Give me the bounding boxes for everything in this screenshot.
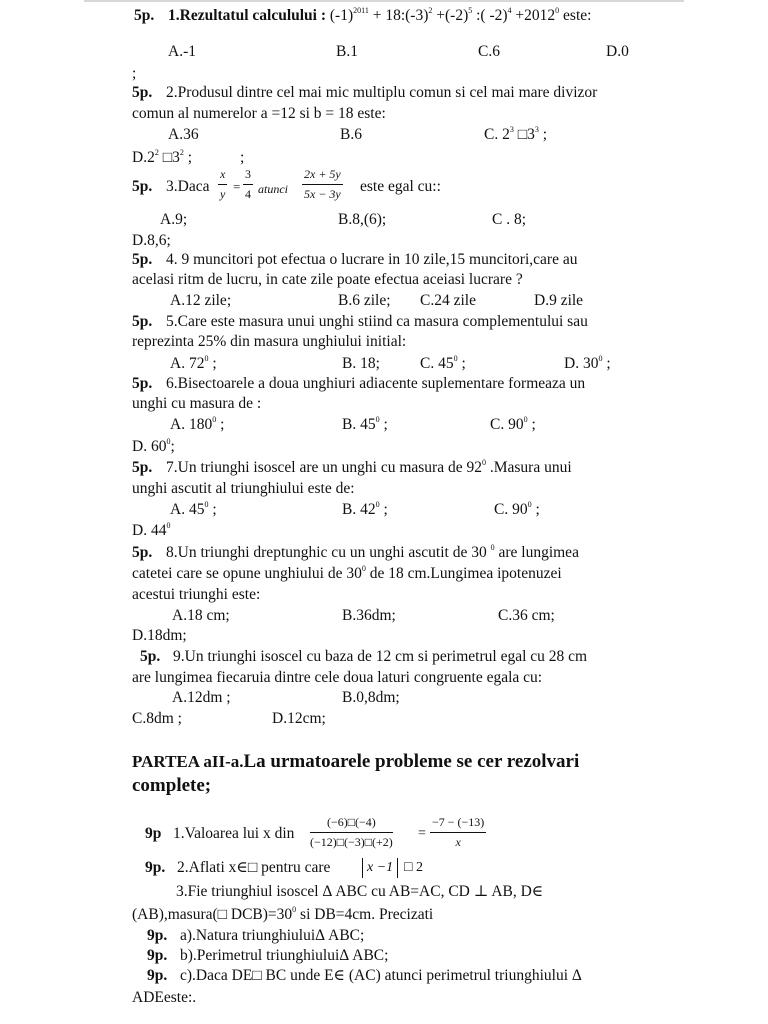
points-label: 9p.: [147, 947, 168, 964]
separator: ;: [132, 65, 137, 82]
fraction-right-side: $\frac{-7 - (-13)}{x}$: [432, 815, 485, 849]
points-label: 5p.: [132, 375, 153, 392]
points-label: 5p.: [134, 7, 155, 24]
question-8-line-3: acestui triunghi este:: [132, 586, 261, 603]
points-label: 5p.: [132, 313, 153, 330]
exercise-3-part-b: b).Perimetrul triunghiuluiΔ ABC;: [180, 947, 389, 964]
question-3-label: 3.Daca: [166, 178, 210, 195]
fraction-left-side: $\frac{(-6)□(-4)}{(-12)□(-3)□(+2)}$: [310, 815, 393, 849]
points-label: 9p: [145, 825, 162, 842]
points-label: 5p.: [132, 251, 153, 268]
answer-a: A.36: [168, 126, 199, 143]
answer-d: D.12cm;: [272, 710, 326, 727]
exercise-3-line-2: (AB),masura(□ $DCB)=30^0$ si DB=4cm. Precizati: [132, 905, 434, 923]
question-5-line-2: reprezinta 25% din masura unghiului initial:: [132, 333, 407, 350]
exercise-3-part-a: a).Natura triunghiuluiΔ ABC;: [180, 927, 365, 944]
answer-a: A.12 zile;: [170, 292, 232, 309]
fraction-expression: $\frac{2x + 5y}{5x - 3y}$: [304, 167, 341, 201]
answer-b: B.6 zile;: [338, 292, 391, 309]
equals-sign: =: [418, 826, 426, 841]
answer-c: C.8dm ;: [132, 710, 182, 727]
points-label: 5p.: [132, 84, 153, 101]
exercise-3-part-c: c).Daca DE□ BC unde E∈ (AC) atunci perimetrul triunghiului Δ: [180, 967, 582, 984]
answer-a: A. $72^0$ ;: [170, 354, 217, 372]
answer-c: C. $2^3$ $□3^3$ ;: [484, 125, 548, 143]
question-9-line-2: are lungimea fiecaruia dintre cele doua laturi congruente egala cu:: [132, 669, 543, 686]
separator: ;: [240, 149, 245, 166]
answer-a: A.12dm ;: [172, 689, 231, 706]
question-3-tail: este egal cu::: [360, 178, 441, 195]
question-8-line-2: catetei care se opune unghiului de $30^0$ de 18 cm.Lungimea ipotenuzei: [132, 564, 562, 582]
question-5-line-1: 5.Care este masura unui unghi stiind ca masura complementului sau: [166, 313, 588, 330]
answer-c: C.36 cm;: [498, 607, 555, 624]
exercise-3-line-1: 3.Fie triunghiul isoscel Δ ABC cu AB=AC, CD ⊥ AB, D∈: [176, 883, 544, 900]
answer-d: D. $30^0$ ;: [564, 354, 611, 372]
question-2-line-1: 2.Produsul dintre cel mai mic multiplu comun si cel mai mare divizor: [166, 84, 598, 101]
answer-d: D.18dm;: [132, 627, 187, 644]
word-atunci: atunci: [258, 182, 288, 196]
question-7-line-2: unghi ascutit al triunghiului este de:: [132, 480, 355, 497]
question-8-line-1: 8.Un triunghi dreptunghic cu un unghi ascutit de 30 $^0$ are lungimea: [166, 543, 579, 561]
answer-c: C. $90^0$ ;: [494, 500, 540, 518]
answer-d: D. $60^0$;: [132, 437, 175, 455]
part-2-heading: PARTEA aII-a.La urmatoarele probleme se cer rezolvari: [132, 751, 580, 772]
question-4-line-2: acelasi ritm de lucru, in cate zile poate efectua aceiasi lucrare ?: [132, 271, 523, 288]
answer-d: $D.2^2$ $□3^2$ ;: [132, 148, 193, 166]
exercise-2-inequality: □ 2: [404, 860, 423, 875]
points-label: 5p.: [140, 648, 161, 665]
exercise-3-end: ADEeste:.: [132, 989, 197, 1006]
answer-a: A. $45^0$ ;: [170, 500, 217, 518]
answer-b: B.1: [336, 43, 358, 60]
exercise-1-label: 1.Valoarea lui x din: [173, 825, 295, 842]
answer-a: A.9;: [160, 211, 188, 228]
question-6-line-2: unghi cu masura de :: [132, 395, 262, 412]
points-label: 9p.: [147, 927, 168, 944]
answer-d: D.8,6;: [132, 232, 171, 249]
points-label: 5p.: [132, 544, 153, 561]
answer-b: B.6: [340, 126, 362, 143]
points-label: 9p.: [147, 967, 168, 984]
answer-a: A. $180^0$ ;: [170, 415, 225, 433]
fraction-x-over-y: $\frac{x}{y}$: [220, 167, 226, 201]
answer-a: A.-1: [168, 43, 196, 60]
answer-b: B.0,8dm;: [342, 689, 400, 706]
question-6-line-1: 6.Bisectoarele a doua unghiuri adiacente suplementare formeaza un: [166, 375, 586, 392]
question-4-line-1: 4. 9 muncitori pot efectua o lucrare in 10 zile,15 muncitori,care au: [166, 251, 578, 268]
answer-a: A.18 cm;: [172, 607, 230, 624]
question-2-line-2: comun al numerelor a =12 si b = 18 este:: [132, 105, 386, 122]
fraction-3-over-4: $\frac{3}{4}$: [245, 167, 251, 201]
answer-b: B.8,(6);: [338, 211, 387, 228]
question-7-line-1: 7.Un triunghi isoscel are un unghi cu masura de $92^0$ .Masura unui: [166, 458, 572, 476]
answer-b: B. $42^0$ ;: [342, 500, 388, 518]
answer-c: C.24 zile: [420, 292, 476, 309]
answer-b: B. 18;: [342, 355, 380, 372]
points-label: 5p.: [132, 459, 153, 476]
answer-d: D.0: [606, 43, 629, 60]
answer-c: C . 8;: [492, 211, 527, 228]
part-2-heading-line-2: complete;: [132, 775, 212, 796]
question-1: 1.Rezultatul calculului : $(-1)^{2011}$ + $18:(-3)^2 +(-2)^5$ :( $-2)^4 +2012^0$ este:: [168, 6, 592, 24]
answer-d: D.9 zile: [534, 292, 584, 309]
answer-c: C. $45^0$ ;: [420, 354, 466, 372]
answer-c: C. $90^0$ ;: [490, 415, 536, 433]
answer-b: B.36dm;: [342, 607, 396, 624]
equals-sign: =: [233, 179, 241, 194]
points-label: 5p.: [132, 178, 153, 195]
question-9-line-1: 9.Un triunghi isoscel cu baza de 12 cm si perimetrul egal cu 28 cm: [173, 648, 588, 665]
absolute-value: x −1: [362, 858, 398, 878]
answer-b: B. $45^0$ ;: [342, 415, 388, 433]
points-label: 9p.: [145, 859, 166, 876]
answer-d: D. $44^0$: [132, 521, 171, 539]
exercise-2-label: 2.Aflati x∈□ pentru care: [177, 859, 331, 876]
answer-c: C.6: [478, 43, 500, 60]
